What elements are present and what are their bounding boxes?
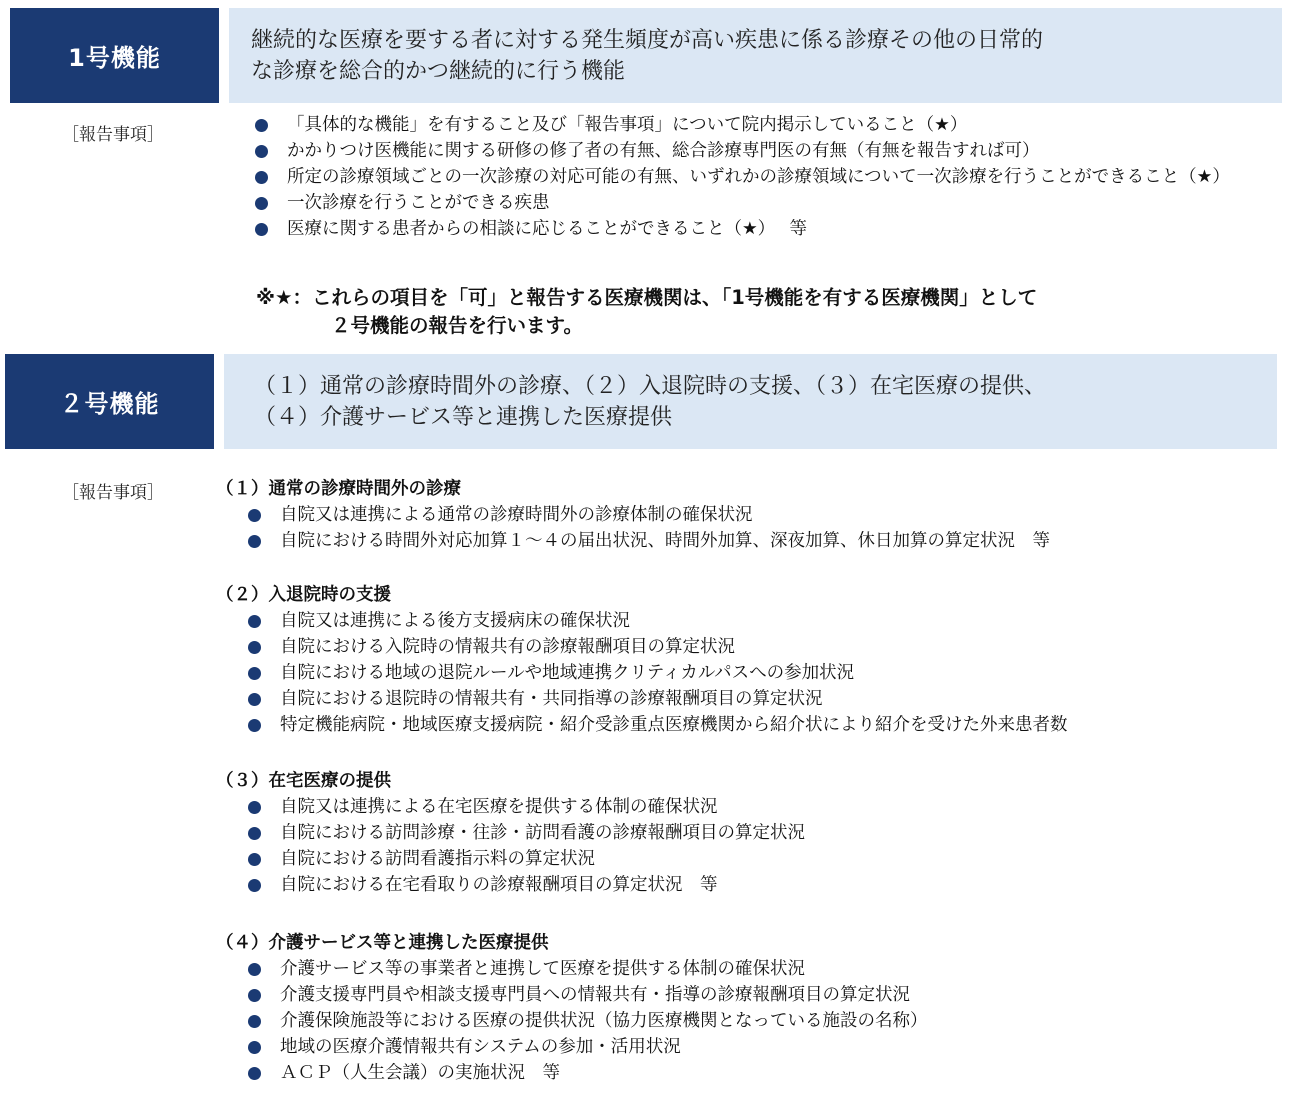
func1-desc-line2: な診療を総合的かつ継続的に行う機能 — [251, 58, 626, 84]
section-title: （４）介護サービス等と連携した医療提供 — [216, 933, 549, 953]
list-item: 特定機能病院・地域医療支援病院・紹介受診重点医療機関から紹介状により紹介を受けた外来患者数 — [248, 712, 1286, 738]
func2-label: ２号機能 — [5, 354, 214, 449]
func2-section-3 — [216, 768, 1286, 898]
note-line2: ２号機能の報告を行います。 — [331, 314, 583, 337]
section-list — [248, 956, 1286, 1086]
section-list — [248, 502, 1286, 554]
section-list — [248, 608, 1286, 738]
func1-desc-line1: 継続的な医療を要する者に対する発生頻度が高い疾患に係る診療その他の日常的 — [251, 27, 1044, 53]
func2-section-2 — [216, 582, 1286, 738]
func1-report-label: ［報告事項］ — [62, 125, 164, 145]
func1-label: 1号機能 — [10, 8, 219, 103]
list-item: 所定の診療領域ごとの一次診療の対応可能の有無、いずれかの診療領域について一次診療を行うことができること（★） — [255, 164, 1275, 190]
list-item: 自院における時間外対応加算１～４の届出状況、時間外加算、深夜加算、休日加算の算定状況 等 — [248, 528, 1286, 554]
func2-description — [224, 354, 1277, 449]
list-item: 介護支援専門員や相談支援専門員への情報共有・指導の診療報酬項目の算定状況 — [248, 982, 1286, 1008]
note-line1: ※★：これらの項目を「可」と報告する医療機関は、「1号機能を有する医療機関」として — [256, 286, 1038, 309]
list-item: 一次診療を行うことができる疾患 — [255, 190, 1275, 216]
list-item: 自院又は連携による通常の診療時間外の診療体制の確保状況 — [248, 502, 1286, 528]
list-item: 介護保険施設等における医療の提供状況（協力医療機関となっている施設の名称） — [248, 1008, 1286, 1034]
list-item: 自院又は連携による後方支援病床の確保状況 — [248, 608, 1286, 634]
func1-report-list — [255, 112, 1275, 242]
func2-report-label: ［報告事項］ — [62, 483, 164, 503]
list-item: ＡＣＰ（人生会議）の実施状況 等 — [248, 1060, 1286, 1086]
list-item: 自院における在宅看取りの診療報酬項目の算定状況 等 — [248, 872, 1286, 898]
list-item: 地域の医療介護情報共有システムの参加・活用状況 — [248, 1034, 1286, 1060]
func1-note — [256, 284, 1286, 340]
func2-section-4 — [216, 930, 1286, 1086]
list-item: 自院における入院時の情報共有の診療報酬項目の算定状況 — [248, 634, 1286, 660]
list-item: 「具体的な機能」を有すること及び「報告事項」について院内掲示していること（★） — [255, 112, 1275, 138]
section-title: （１）通常の診療時間外の診療 — [216, 479, 461, 499]
list-item: 自院における訪問診療・往診・訪問看護の診療報酬項目の算定状況 — [248, 820, 1286, 846]
list-item: 医療に関する患者からの相談に応じることができること（★） 等 — [255, 216, 1275, 242]
section-title: （２）入退院時の支援 — [216, 585, 391, 605]
list-item: 自院における訪問看護指示料の算定状況 — [248, 846, 1286, 872]
list-item: 自院又は連携による在宅医療を提供する体制の確保状況 — [248, 794, 1286, 820]
func2-desc-line1: （１）通常の診療時間外の診療、（２）入退院時の支援、（３）在宅医療の提供、 — [254, 373, 1047, 399]
func2-section-1 — [216, 476, 1286, 554]
func1-description — [229, 8, 1282, 103]
section-title: （３）在宅医療の提供 — [216, 771, 391, 791]
list-item: 介護サービス等の事業者と連携して医療を提供する体制の確保状況 — [248, 956, 1286, 982]
list-item: かかりつけ医機能に関する研修の修了者の有無、総合診療専門医の有無（有無を報告すれば可） — [255, 138, 1275, 164]
list-item: 自院における地域の退院ルールや地域連携クリティカルパスへの参加状況 — [248, 660, 1286, 686]
func2-desc-line2: （４）介護サービス等と連携した医療提供 — [254, 404, 673, 430]
list-item: 自院における退院時の情報共有・共同指導の診療報酬項目の算定状況 — [248, 686, 1286, 712]
section-list — [248, 794, 1286, 898]
